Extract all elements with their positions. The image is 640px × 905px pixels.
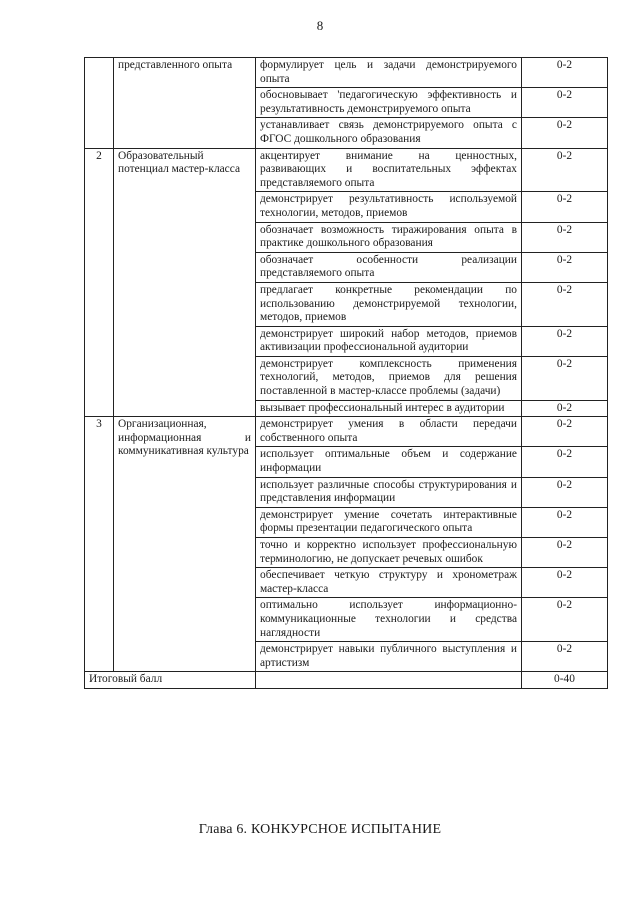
indicator-score: 0-2 [522,538,608,568]
indicator-text: обозначает возможность тиражирования опыта в практике дошкольного образования [256,222,522,252]
criterion-number: 2 [85,148,114,417]
evaluation-criteria-table [84,57,608,689]
page-number: 8 [316,18,324,33]
indicator-score: 0-2 [522,417,608,447]
criterion-number: 3 [85,417,114,672]
indicator-score: 0-2 [522,642,608,672]
indicator-score: 0-2 [522,222,608,252]
indicator-text: предлагает конкретные рекомендации по использованию демонстрируемой технологии, методов, приемов [256,282,522,326]
indicator-text: демонстрирует результативность используемой технологии, методов, приемов [256,192,522,222]
indicator-score: 0-2 [522,88,608,118]
indicator-text: демонстрирует комплексность применения технологий, методов, приемов для решения поставленной в мастер-классе проблемы (задачи) [256,356,522,400]
chapter-heading: Глава 6. КОНКУРСНОЕ ИСПЫТАНИЕ [198,822,442,837]
criterion-name: Организационная, информационная и коммуникативная культура [114,417,256,672]
indicator-score: 0-2 [522,447,608,477]
indicator-score: 0-2 [522,148,608,192]
indicator-text: демонстрирует навыки публичного выступления и артистизм [256,642,522,672]
indicator-score: 0-2 [522,58,608,88]
indicator-text: вызывает профессиональный интерес в аудитории [256,400,522,417]
indicator-score: 0-2 [522,282,608,326]
indicator-score: 0-2 [522,118,608,148]
indicator-text: обеспечивает четкую структуру и хронометраж мастер-класса [256,568,522,598]
criterion-name: представленного опыта [114,58,256,149]
indicator-score: 0-2 [522,252,608,282]
table-row [85,58,608,88]
indicator-text: демонстрирует широкий набор методов, приемов активизации профессиональной аудитории [256,326,522,356]
indicator-score: 0-2 [522,598,608,642]
indicator-text: точно и корректно использует профессиональную терминологию, не допускает речевых ошибок [256,538,522,568]
indicator-score: 0-2 [522,507,608,537]
total-row [85,672,608,689]
table-row [85,417,608,447]
total-label: Итоговый балл [85,672,256,689]
indicator-text: использует различные способы структурирования и представления информации [256,477,522,507]
indicator-text: обосновывает 'педагогическую эффективность и результативность демонстрируемого опыта [256,88,522,118]
indicator-text: использует оптимальные объем и содержание информации [256,447,522,477]
indicator-text: демонстрирует умения в области передачи собственного опыта [256,417,522,447]
indicator-text: устанавливает связь демонстрируемого опыта с ФГОС дошкольного образования [256,118,522,148]
indicator-text: обозначает особенности реализации представляемого опыта [256,252,522,282]
indicator-text: демонстрирует умение сочетать интерактивные формы презентации педагогического опыта [256,507,522,537]
indicator-text: оптимально использует информационно-коммуникационные технологии и средства наглядности [256,598,522,642]
total-empty-cell [256,672,522,689]
table-row [85,148,608,192]
indicator-score: 0-2 [522,192,608,222]
indicator-score: 0-2 [522,400,608,417]
indicator-score: 0-2 [522,356,608,400]
indicator-score: 0-2 [522,568,608,598]
criterion-name: Образовательный потенциал мастер-класса [114,148,256,417]
indicator-score: 0-2 [522,326,608,356]
indicator-text: акцентирует внимание на ценностных, развивающих и воспитательных эффектах представляемого опыта [256,148,522,192]
criterion-number [85,58,114,149]
total-score: 0-40 [522,672,608,689]
indicator-text: формулирует цель и задачи демонстрируемого опыта [256,58,522,88]
indicator-score: 0-2 [522,477,608,507]
